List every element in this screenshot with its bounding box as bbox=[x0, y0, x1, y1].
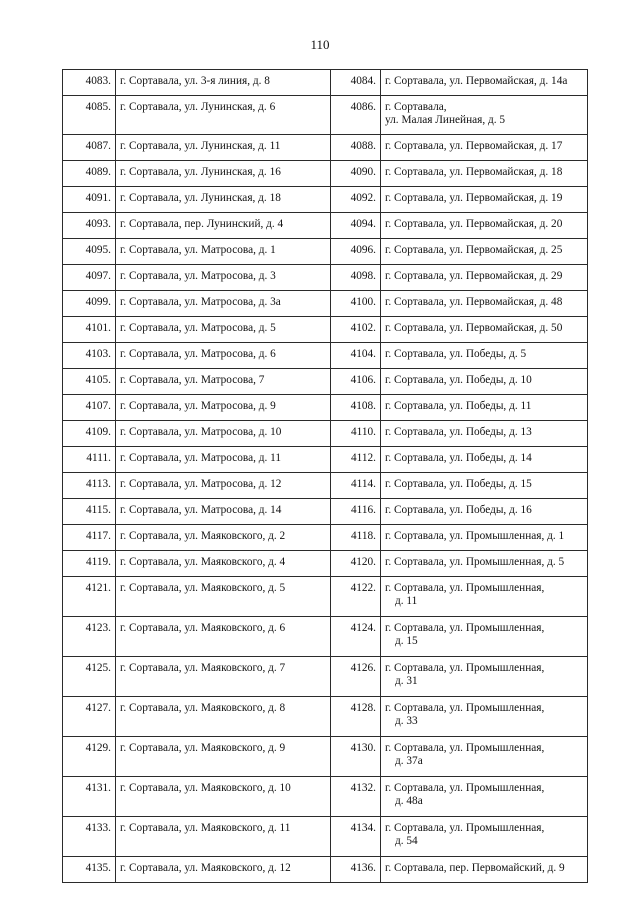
address-line: г. Сортавала, ул. Первомайская, д. 48 bbox=[385, 296, 563, 308]
address-line: г. Сортавала, ул. Маяковского, д. 12 bbox=[120, 862, 291, 874]
address-cell bbox=[116, 777, 331, 817]
entry-number: 4108. bbox=[331, 395, 381, 421]
address-cell bbox=[381, 317, 588, 343]
page-number: 110 bbox=[310, 37, 330, 52]
address-cell bbox=[116, 737, 331, 777]
address-cell bbox=[381, 395, 588, 421]
address-line: г. Сортавала, ул. Матросова, д. 12 bbox=[120, 478, 282, 490]
entry-number: 4120. bbox=[331, 551, 381, 577]
table-row bbox=[63, 161, 588, 187]
address-line: г. Сортавала, ул. Матросова, д. 3а bbox=[120, 296, 281, 308]
address-cell bbox=[381, 617, 588, 657]
address-cell bbox=[116, 499, 331, 525]
entry-number: 4095. bbox=[63, 239, 116, 265]
address-line: г. Сортавала, ул. Маяковского, д. 10 bbox=[120, 782, 291, 794]
address-cell bbox=[381, 96, 588, 135]
entry-number: 4085. bbox=[63, 96, 116, 135]
address-line: г. Сортавала, ул. Маяковского, д. 11 bbox=[120, 822, 291, 834]
address-line: г. Сортавала, ул. Промышленная, bbox=[385, 582, 545, 594]
address-line: г. Сортавала, ул. Матросова, д. 9 bbox=[120, 400, 276, 412]
address-cell bbox=[381, 447, 588, 473]
entry-number: 4125. bbox=[63, 657, 116, 697]
address-line: г. Сортавала, ул. Промышленная, bbox=[385, 622, 545, 634]
entry-number: 4130. bbox=[331, 737, 381, 777]
address-cell bbox=[381, 657, 588, 697]
entry-number: 4113. bbox=[63, 473, 116, 499]
address-line: г. Сортавала, ул. Промышленная, д. 5 bbox=[385, 556, 565, 568]
entry-number: 4098. bbox=[331, 265, 381, 291]
entry-number: 4107. bbox=[63, 395, 116, 421]
address-cell bbox=[381, 70, 588, 96]
entry-number: 4099. bbox=[63, 291, 116, 317]
address-line: ул. Малая Линейная, д. 5 bbox=[385, 114, 506, 126]
entry-number: 4096. bbox=[331, 239, 381, 265]
address-cell bbox=[381, 291, 588, 317]
address-table-body bbox=[63, 70, 588, 883]
table-row bbox=[63, 857, 588, 883]
address-line: г. Сортавала, ул. Матросова, д. 10 bbox=[120, 426, 282, 438]
address-cell bbox=[116, 447, 331, 473]
address-cell bbox=[381, 857, 588, 883]
entry-number: 4122. bbox=[331, 577, 381, 617]
entry-number: 4118. bbox=[331, 525, 381, 551]
address-line: г. Сортавала, bbox=[385, 101, 447, 113]
address-cell bbox=[116, 551, 331, 577]
address-line: г. Сортавала, ул. Промышленная, bbox=[385, 822, 545, 834]
address-cell bbox=[116, 70, 331, 96]
entry-number: 4136. bbox=[331, 857, 381, 883]
address-cell bbox=[116, 239, 331, 265]
entry-number: 4117. bbox=[63, 525, 116, 551]
address-line: г. Сортавала, ул. Промышленная, bbox=[385, 742, 545, 754]
table-row bbox=[63, 777, 588, 817]
address-cell bbox=[381, 135, 588, 161]
entry-number: 4115. bbox=[63, 499, 116, 525]
address-cell bbox=[381, 777, 588, 817]
address-cell bbox=[116, 395, 331, 421]
address-line: г. Сортавала, ул. Матросова, д. 11 bbox=[120, 452, 282, 464]
address-line: г. Сортавала, ул. Победы, д. 11 bbox=[385, 400, 532, 412]
entry-number: 4094. bbox=[331, 213, 381, 239]
entry-number: 4124. bbox=[331, 617, 381, 657]
address-cell bbox=[381, 817, 588, 857]
address-table bbox=[62, 69, 588, 883]
address-cell bbox=[381, 265, 588, 291]
address-line: д. 33 bbox=[395, 715, 418, 727]
entry-number: 4114. bbox=[331, 473, 381, 499]
address-line: д. 15 bbox=[395, 635, 418, 647]
entry-number: 4102. bbox=[331, 317, 381, 343]
entry-number: 4093. bbox=[63, 213, 116, 239]
entry-number: 4103. bbox=[63, 343, 116, 369]
entry-number: 4135. bbox=[63, 857, 116, 883]
entry-number: 4084. bbox=[331, 70, 381, 96]
address-line: г. Сортавала, ул. Лунинская, д. 11 bbox=[120, 140, 281, 152]
address-cell bbox=[116, 817, 331, 857]
address-line: г. Сортавала, ул. Победы, д. 15 bbox=[385, 478, 532, 490]
entry-number: 4132. bbox=[331, 777, 381, 817]
address-line: г. Сортавала, ул. Промышленная, д. 1 bbox=[385, 530, 565, 542]
address-cell bbox=[116, 265, 331, 291]
address-cell bbox=[116, 473, 331, 499]
address-cell bbox=[116, 135, 331, 161]
address-cell bbox=[381, 161, 588, 187]
table-row bbox=[63, 70, 588, 96]
address-cell bbox=[116, 213, 331, 239]
address-line: г. Сортавала, ул. Первомайская, д. 29 bbox=[385, 270, 563, 282]
table-row bbox=[63, 817, 588, 857]
entry-number: 4101. bbox=[63, 317, 116, 343]
entry-number: 4105. bbox=[63, 369, 116, 395]
address-line: г. Сортавала, ул. Матросова, д. 1 bbox=[120, 244, 276, 256]
address-line: г. Сортавала, пер. Первомайский, д. 9 bbox=[385, 862, 565, 874]
address-line: г. Сортавала, пер. Лунинский, д. 4 bbox=[120, 218, 284, 230]
address-cell bbox=[381, 239, 588, 265]
address-cell bbox=[381, 473, 588, 499]
entry-number: 4128. bbox=[331, 697, 381, 737]
address-cell bbox=[116, 525, 331, 551]
entry-number: 4086. bbox=[331, 96, 381, 135]
table-row bbox=[63, 265, 588, 291]
address-cell bbox=[116, 857, 331, 883]
address-line: г. Сортавала, ул. Маяковского, д. 6 bbox=[120, 622, 286, 634]
address-line: г. Сортавала, ул. Лунинская, д. 6 bbox=[120, 101, 276, 113]
address-line: г. Сортавала, ул. Матросова, д. 6 bbox=[120, 348, 276, 360]
address-cell bbox=[116, 96, 331, 135]
table-row bbox=[63, 577, 588, 617]
address-line: д. 54 bbox=[395, 835, 418, 847]
address-line: г. Сортавала, ул. Матросова, д. 14 bbox=[120, 504, 282, 516]
table-row bbox=[63, 697, 588, 737]
address-cell bbox=[116, 617, 331, 657]
entry-number: 4100. bbox=[331, 291, 381, 317]
address-cell bbox=[116, 187, 331, 213]
table-row bbox=[63, 657, 588, 697]
table-row bbox=[63, 551, 588, 577]
address-cell bbox=[116, 577, 331, 617]
address-line: г. Сортавала, ул. Победы, д. 5 bbox=[385, 348, 527, 360]
address-line: д. 31 bbox=[395, 675, 418, 687]
entry-number: 4116. bbox=[331, 499, 381, 525]
entry-number: 4126. bbox=[331, 657, 381, 697]
entry-number: 4119. bbox=[63, 551, 116, 577]
entry-number: 4097. bbox=[63, 265, 116, 291]
address-line: г. Сортавала, ул. Маяковского, д. 7 bbox=[120, 662, 286, 674]
entry-number: 4134. bbox=[331, 817, 381, 857]
address-line: г. Сортавала, ул. Маяковского, д. 2 bbox=[120, 530, 286, 542]
address-line: д. 48а bbox=[395, 795, 423, 807]
entry-number: 4088. bbox=[331, 135, 381, 161]
entry-number: 4106. bbox=[331, 369, 381, 395]
address-cell bbox=[381, 551, 588, 577]
address-line: г. Сортавала, ул. Матросова, д. 3 bbox=[120, 270, 276, 282]
entry-number: 4112. bbox=[331, 447, 381, 473]
entry-number: 4090. bbox=[331, 161, 381, 187]
table-row bbox=[63, 343, 588, 369]
table-row bbox=[63, 499, 588, 525]
table-row bbox=[63, 473, 588, 499]
address-line: г. Сортавала, ул. Матросова, д. 5 bbox=[120, 322, 276, 334]
table-row bbox=[63, 187, 588, 213]
address-line: г. Сортавала, ул. Первомайская, д. 19 bbox=[385, 192, 563, 204]
address-cell bbox=[381, 213, 588, 239]
address-cell bbox=[381, 525, 588, 551]
table-row bbox=[63, 737, 588, 777]
address-line: г. Сортавала, ул. Первомайская, д. 20 bbox=[385, 218, 563, 230]
address-line: г. Сортавала, ул. Промышленная, bbox=[385, 702, 545, 714]
address-line: г. Сортавала, ул. Первомайская, д. 17 bbox=[385, 140, 563, 152]
address-line: г. Сортавала, ул. Маяковского, д. 8 bbox=[120, 702, 286, 714]
table-row bbox=[63, 421, 588, 447]
address-line: г. Сортавала, ул. Победы, д. 13 bbox=[385, 426, 532, 438]
entry-number: 4110. bbox=[331, 421, 381, 447]
address-line: г. Сортавала, ул. 3-я линия, д. 8 bbox=[120, 75, 270, 87]
entry-number: 4089. bbox=[63, 161, 116, 187]
table-row bbox=[63, 617, 588, 657]
address-line: г. Сортавала, ул. Победы, д. 10 bbox=[385, 374, 532, 386]
address-line: г. Сортавала, ул. Первомайская, д. 25 bbox=[385, 244, 563, 256]
address-cell bbox=[116, 291, 331, 317]
address-cell bbox=[116, 161, 331, 187]
address-cell bbox=[116, 343, 331, 369]
address-line: г. Сортавала, ул. Лунинская, д. 18 bbox=[120, 192, 281, 204]
entry-number: 4121. bbox=[63, 577, 116, 617]
address-line: г. Сортавала, ул. Маяковского, д. 5 bbox=[120, 582, 286, 594]
table-row bbox=[63, 291, 588, 317]
address-line: г. Сортавала, ул. Первомайская, д. 14а bbox=[385, 75, 568, 87]
address-line: г. Сортавала, ул. Матросова, 7 bbox=[120, 374, 265, 386]
address-cell bbox=[381, 697, 588, 737]
entry-number: 4123. bbox=[63, 617, 116, 657]
entry-number: 4133. bbox=[63, 817, 116, 857]
table-row bbox=[63, 447, 588, 473]
address-cell bbox=[381, 343, 588, 369]
entry-number: 4131. bbox=[63, 777, 116, 817]
address-cell bbox=[116, 421, 331, 447]
entry-number: 4111. bbox=[63, 447, 116, 473]
table-row bbox=[63, 525, 588, 551]
table-row bbox=[63, 239, 588, 265]
address-cell bbox=[116, 697, 331, 737]
entry-number: 4091. bbox=[63, 187, 116, 213]
address-line: г. Сортавала, ул. Маяковского, д. 9 bbox=[120, 742, 286, 754]
address-cell bbox=[116, 369, 331, 395]
address-cell bbox=[116, 317, 331, 343]
entry-number: 4104. bbox=[331, 343, 381, 369]
entry-number: 4127. bbox=[63, 697, 116, 737]
address-cell bbox=[381, 187, 588, 213]
address-cell bbox=[116, 657, 331, 697]
address-line: г. Сортавала, ул. Первомайская, д. 18 bbox=[385, 166, 563, 178]
entry-number: 4092. bbox=[331, 187, 381, 213]
address-cell bbox=[381, 421, 588, 447]
table-row bbox=[63, 317, 588, 343]
address-cell bbox=[381, 737, 588, 777]
address-line: г. Сортавала, ул. Победы, д. 14 bbox=[385, 452, 532, 464]
entry-number: 4087. bbox=[63, 135, 116, 161]
address-line: д. 11 bbox=[395, 595, 418, 607]
table-row bbox=[63, 369, 588, 395]
entry-number: 4129. bbox=[63, 737, 116, 777]
entry-number: 4109. bbox=[63, 421, 116, 447]
table-row bbox=[63, 96, 588, 135]
address-cell bbox=[381, 577, 588, 617]
table-row bbox=[63, 213, 588, 239]
address-cell bbox=[381, 499, 588, 525]
entry-number: 4083. bbox=[63, 70, 116, 96]
address-line: г. Сортавала, ул. Промышленная, bbox=[385, 782, 545, 794]
address-line: г. Сортавала, ул. Промышленная, bbox=[385, 662, 545, 674]
address-line: г. Сортавала, ул. Лунинская, д. 16 bbox=[120, 166, 281, 178]
table-row bbox=[63, 395, 588, 421]
address-line: г. Сортавала, ул. Победы, д. 16 bbox=[385, 504, 532, 516]
address-line: г. Сортавала, ул. Первомайская, д. 50 bbox=[385, 322, 563, 334]
address-cell bbox=[381, 369, 588, 395]
address-line: г. Сортавала, ул. Маяковского, д. 4 bbox=[120, 556, 286, 568]
address-line: д. 37а bbox=[395, 755, 423, 767]
table-row bbox=[63, 135, 588, 161]
